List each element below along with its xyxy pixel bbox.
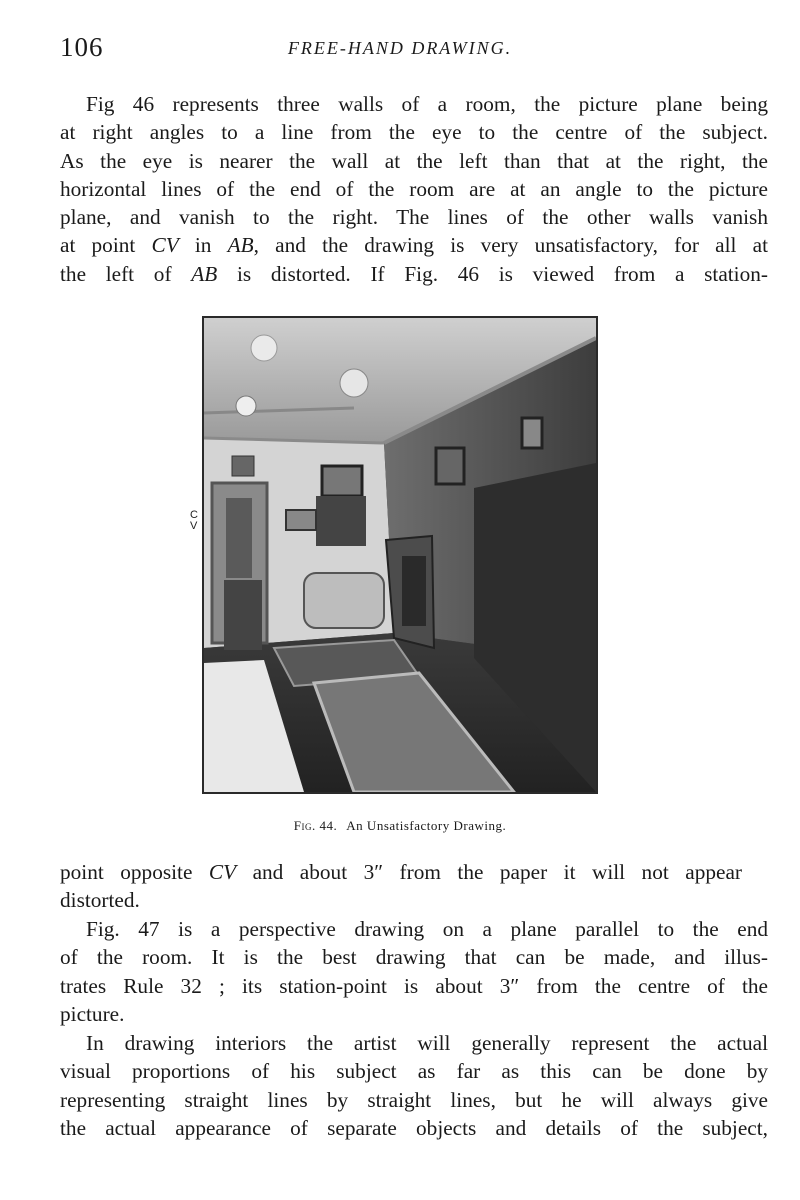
text-line: Fig. 47 is a perspective drawing on a plane parallel to the end <box>86 917 768 941</box>
text-line <box>60 858 742 886</box>
text-line: distorted. <box>60 888 140 913</box>
text-run: in <box>178 233 228 258</box>
text-line: horizontal lines of the end of the room are at an angle to the picture <box>60 176 768 201</box>
italic-run: AB <box>227 233 254 258</box>
cv-letter-c: C <box>190 509 198 521</box>
caption-figure-number: Fig. 44. <box>293 818 338 833</box>
text-run: is distorted. If Fig. 46 is viewed from a station- <box>217 261 768 286</box>
text-line: trates Rule 32 ; its station-point is about 3″ from the centre of the <box>60 973 768 998</box>
text-line: visual proportions of his subject as far as this can be done by <box>60 1059 768 1084</box>
italic-run: CV <box>208 860 237 884</box>
text-line: of the room. It is the best drawing that can be made, and illus- <box>60 945 768 970</box>
figure-photograph <box>202 316 598 794</box>
text-line: representing straight lines by straight lines, but he will always give <box>60 1087 768 1112</box>
text-line: the actual appearance of separate objects and details of the subject, <box>60 1115 768 1140</box>
text-line <box>60 260 768 288</box>
cv-marker <box>190 510 198 532</box>
text-line: at right angles to a line from the eye to the centre of the subject. <box>60 120 768 145</box>
running-head: FREE-HAND DRAWING. <box>287 38 513 58</box>
text-run: and about 3″ from the paper it will not appear <box>236 860 742 884</box>
page-header <box>60 32 740 64</box>
paragraph-4 <box>60 1029 768 1142</box>
paragraph-3 <box>60 915 768 1028</box>
text-line: As the eye is nearer the wall at the left than that at the right, the <box>60 148 768 173</box>
text-line: Fig 46 represents three walls of a room, the picture plane being <box>86 92 768 116</box>
cv-letter-v: V <box>190 520 198 532</box>
italic-run: CV <box>151 233 179 258</box>
text-line: plane, and vanish to the right. The lines of the other walls vanish <box>60 205 768 230</box>
text-line: In drawing interiors the artist will generally represent the actual <box>86 1031 768 1055</box>
text-run: point opposite <box>60 860 209 884</box>
room-interior-illustration <box>204 318 596 792</box>
figure-caption <box>0 818 800 834</box>
page-number: 106 <box>60 32 104 62</box>
text-line <box>60 231 768 259</box>
text-run: at point <box>60 233 152 258</box>
text-line: picture. <box>60 1001 125 1026</box>
text-run: , and the drawing is very unsatisfactory, for all at <box>253 233 768 258</box>
paragraph-1 <box>60 90 768 288</box>
text-run: the left of <box>60 261 192 286</box>
italic-run: AB <box>191 261 218 286</box>
paragraph-2 <box>60 858 742 915</box>
caption-title: An Unsatisfactory Drawing. <box>346 818 507 833</box>
